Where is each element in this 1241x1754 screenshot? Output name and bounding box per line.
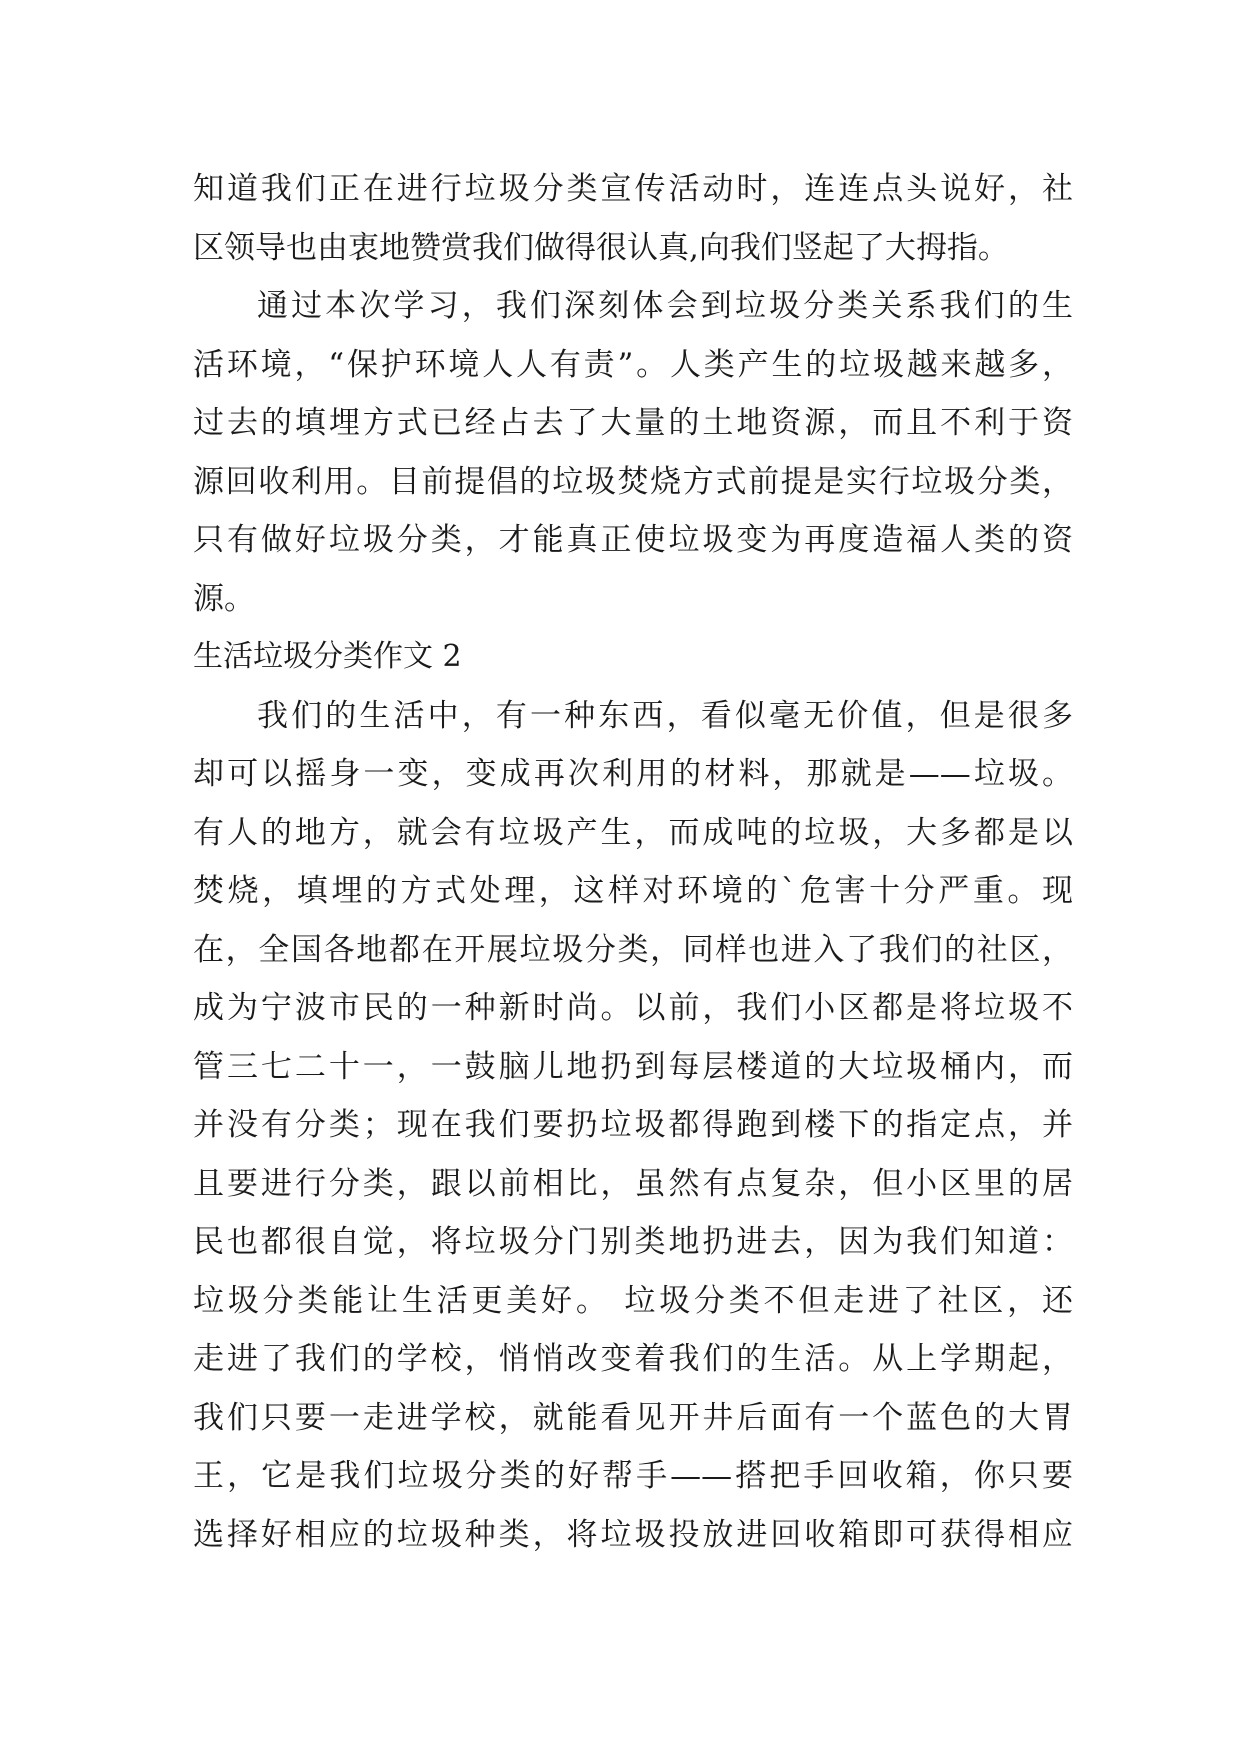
text-line: 源。 bbox=[193, 580, 255, 617]
text-line: 垃圾分类能让生活更美好。 垃圾分类不但走进了社区，还 bbox=[193, 1282, 1073, 1319]
text-line: 选择好相应的垃圾种类，将垃圾投放进回收箱即可获得相应 bbox=[193, 1516, 1073, 1553]
text-line: 活环境，“保护环境人人有责”。人类产生的垃圾越来越多， bbox=[193, 346, 1073, 383]
text-line: 区领导也由衷地赞赏我们做得很认真,向我们竖起了大拇指。 bbox=[193, 229, 1009, 266]
paragraph-continuation bbox=[193, 160, 1073, 277]
text-line: 在，全国各地都在开展垃圾分类，同样也进入了我们的社区， bbox=[193, 931, 1073, 968]
paragraph bbox=[193, 277, 1073, 628]
text-line: 成为宁波市民的一种新时尚。以前，我们小区都是将垃圾不 bbox=[193, 990, 1073, 1026]
text-line: 通过本次学习，我们深刻体会到垃圾分类关系我们的生 bbox=[257, 288, 1073, 324]
section-heading: 生活垃圾分类作文 2 bbox=[193, 639, 462, 674]
text-line: 过去的填埋方式已经占去了大量的土地资源，而且不利于资 bbox=[193, 405, 1073, 441]
text-line: 源回收利用。目前提倡的垃圾焚烧方式前提是实行垃圾分类， bbox=[193, 463, 1073, 500]
text-line: 民也都很自觉，将垃圾分门别类地扔进去，因为我们知道： bbox=[193, 1224, 1073, 1260]
text-line: 我们的生活中，有一种东西，看似毫无价值，但是很多 bbox=[257, 697, 1073, 734]
text-line: 管三七二十一，一鼓脑儿地扔到每层楼道的大垃圾桶内，而 bbox=[193, 1048, 1073, 1085]
text-line: 知道我们正在进行垃圾分类宣传活动时，连连点头说好，社 bbox=[193, 171, 1073, 207]
document-body bbox=[193, 160, 1073, 1564]
paragraph bbox=[193, 687, 1073, 1565]
text-line: 并没有分类；现在我们要扔垃圾都得跑到楼下的指定点，并 bbox=[193, 1107, 1073, 1143]
text-line: 有人的地方，就会有垃圾产生，而成吨的垃圾，大多都是以 bbox=[193, 814, 1073, 851]
text-line: 只有做好垃圾分类，才能真正使垃圾变为再度造福人类的资 bbox=[193, 522, 1073, 558]
text-line: 我们只要一走进学校，就能看见开井后面有一个蓝色的大胃 bbox=[193, 1399, 1073, 1436]
text-line: 王，它是我们垃圾分类的好帮手——搭把手回收箱，你只要 bbox=[193, 1458, 1073, 1494]
text-line: 且要进行分类，跟以前相比，虽然有点复杂，但小区里的居 bbox=[193, 1165, 1073, 1202]
text-line: 却可以摇身一变，变成再次利用的材料，那就是——垃圾。 bbox=[193, 756, 1073, 792]
text-line: 走进了我们的学校，悄悄改变着我们的生活。从上学期起， bbox=[193, 1341, 1073, 1377]
text-line: 焚烧，填埋的方式处理，这样对环境的`危害十分严重。现 bbox=[193, 873, 1073, 909]
